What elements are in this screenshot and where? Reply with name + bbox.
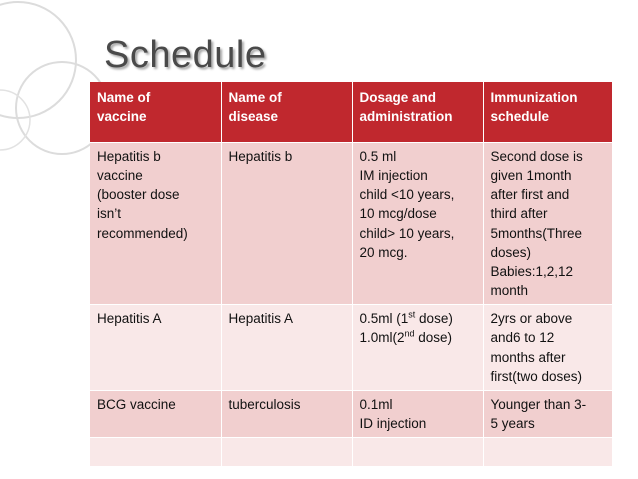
cell-dosage: 0.1ml ID injection — [352, 390, 483, 437]
header-dosage: Dosage and administration — [352, 82, 483, 143]
cell-dosage: 0.5 ml IM injection child <10 years, 10 mcg/dose child> 10 years, 20 mcg. — [352, 143, 483, 305]
table-row — [90, 143, 612, 305]
cell-empty — [221, 438, 352, 467]
cell-vaccine: BCG vaccine — [90, 390, 221, 437]
schedule-table — [90, 82, 613, 466]
header-vaccine: Name of vaccine — [90, 82, 221, 143]
deco-circle-small — [0, 90, 30, 150]
dosage-line-1: 0.5ml (1st dose) — [359, 309, 453, 327]
cell-disease: tuberculosis — [221, 390, 352, 437]
cell-vaccine: Hepatitis b vaccine (booster dose isn’t recommended) — [90, 143, 221, 305]
table-row — [90, 305, 612, 391]
cell-vaccine: Hepatitis A — [90, 305, 221, 391]
cell-dosage — [352, 305, 483, 391]
cell-empty — [483, 438, 612, 467]
table-row-empty — [90, 438, 612, 467]
cell-disease: Hepatitis A — [221, 305, 352, 391]
table-row — [90, 390, 612, 437]
slide-title: Schedule — [104, 34, 267, 76]
deco-circle-large — [0, 2, 76, 118]
cell-schedule: 2yrs or above and6 to 12 months after first(two doses) — [483, 305, 612, 391]
cell-schedule: Second dose is given 1month after first and third after 5months(Three doses) Babies:1,2,12 month — [483, 143, 612, 305]
header-row — [90, 82, 612, 143]
cell-schedule: Younger than 3- 5 years — [483, 390, 612, 437]
dosage-line-2: 1.0ml(2nd dose) — [359, 328, 453, 346]
cell-disease: Hepatitis b — [221, 143, 352, 305]
header-disease: Name of disease — [221, 82, 352, 143]
cell-empty — [352, 438, 483, 467]
cell-empty — [90, 438, 221, 467]
header-schedule: Immunization schedule — [483, 82, 612, 143]
